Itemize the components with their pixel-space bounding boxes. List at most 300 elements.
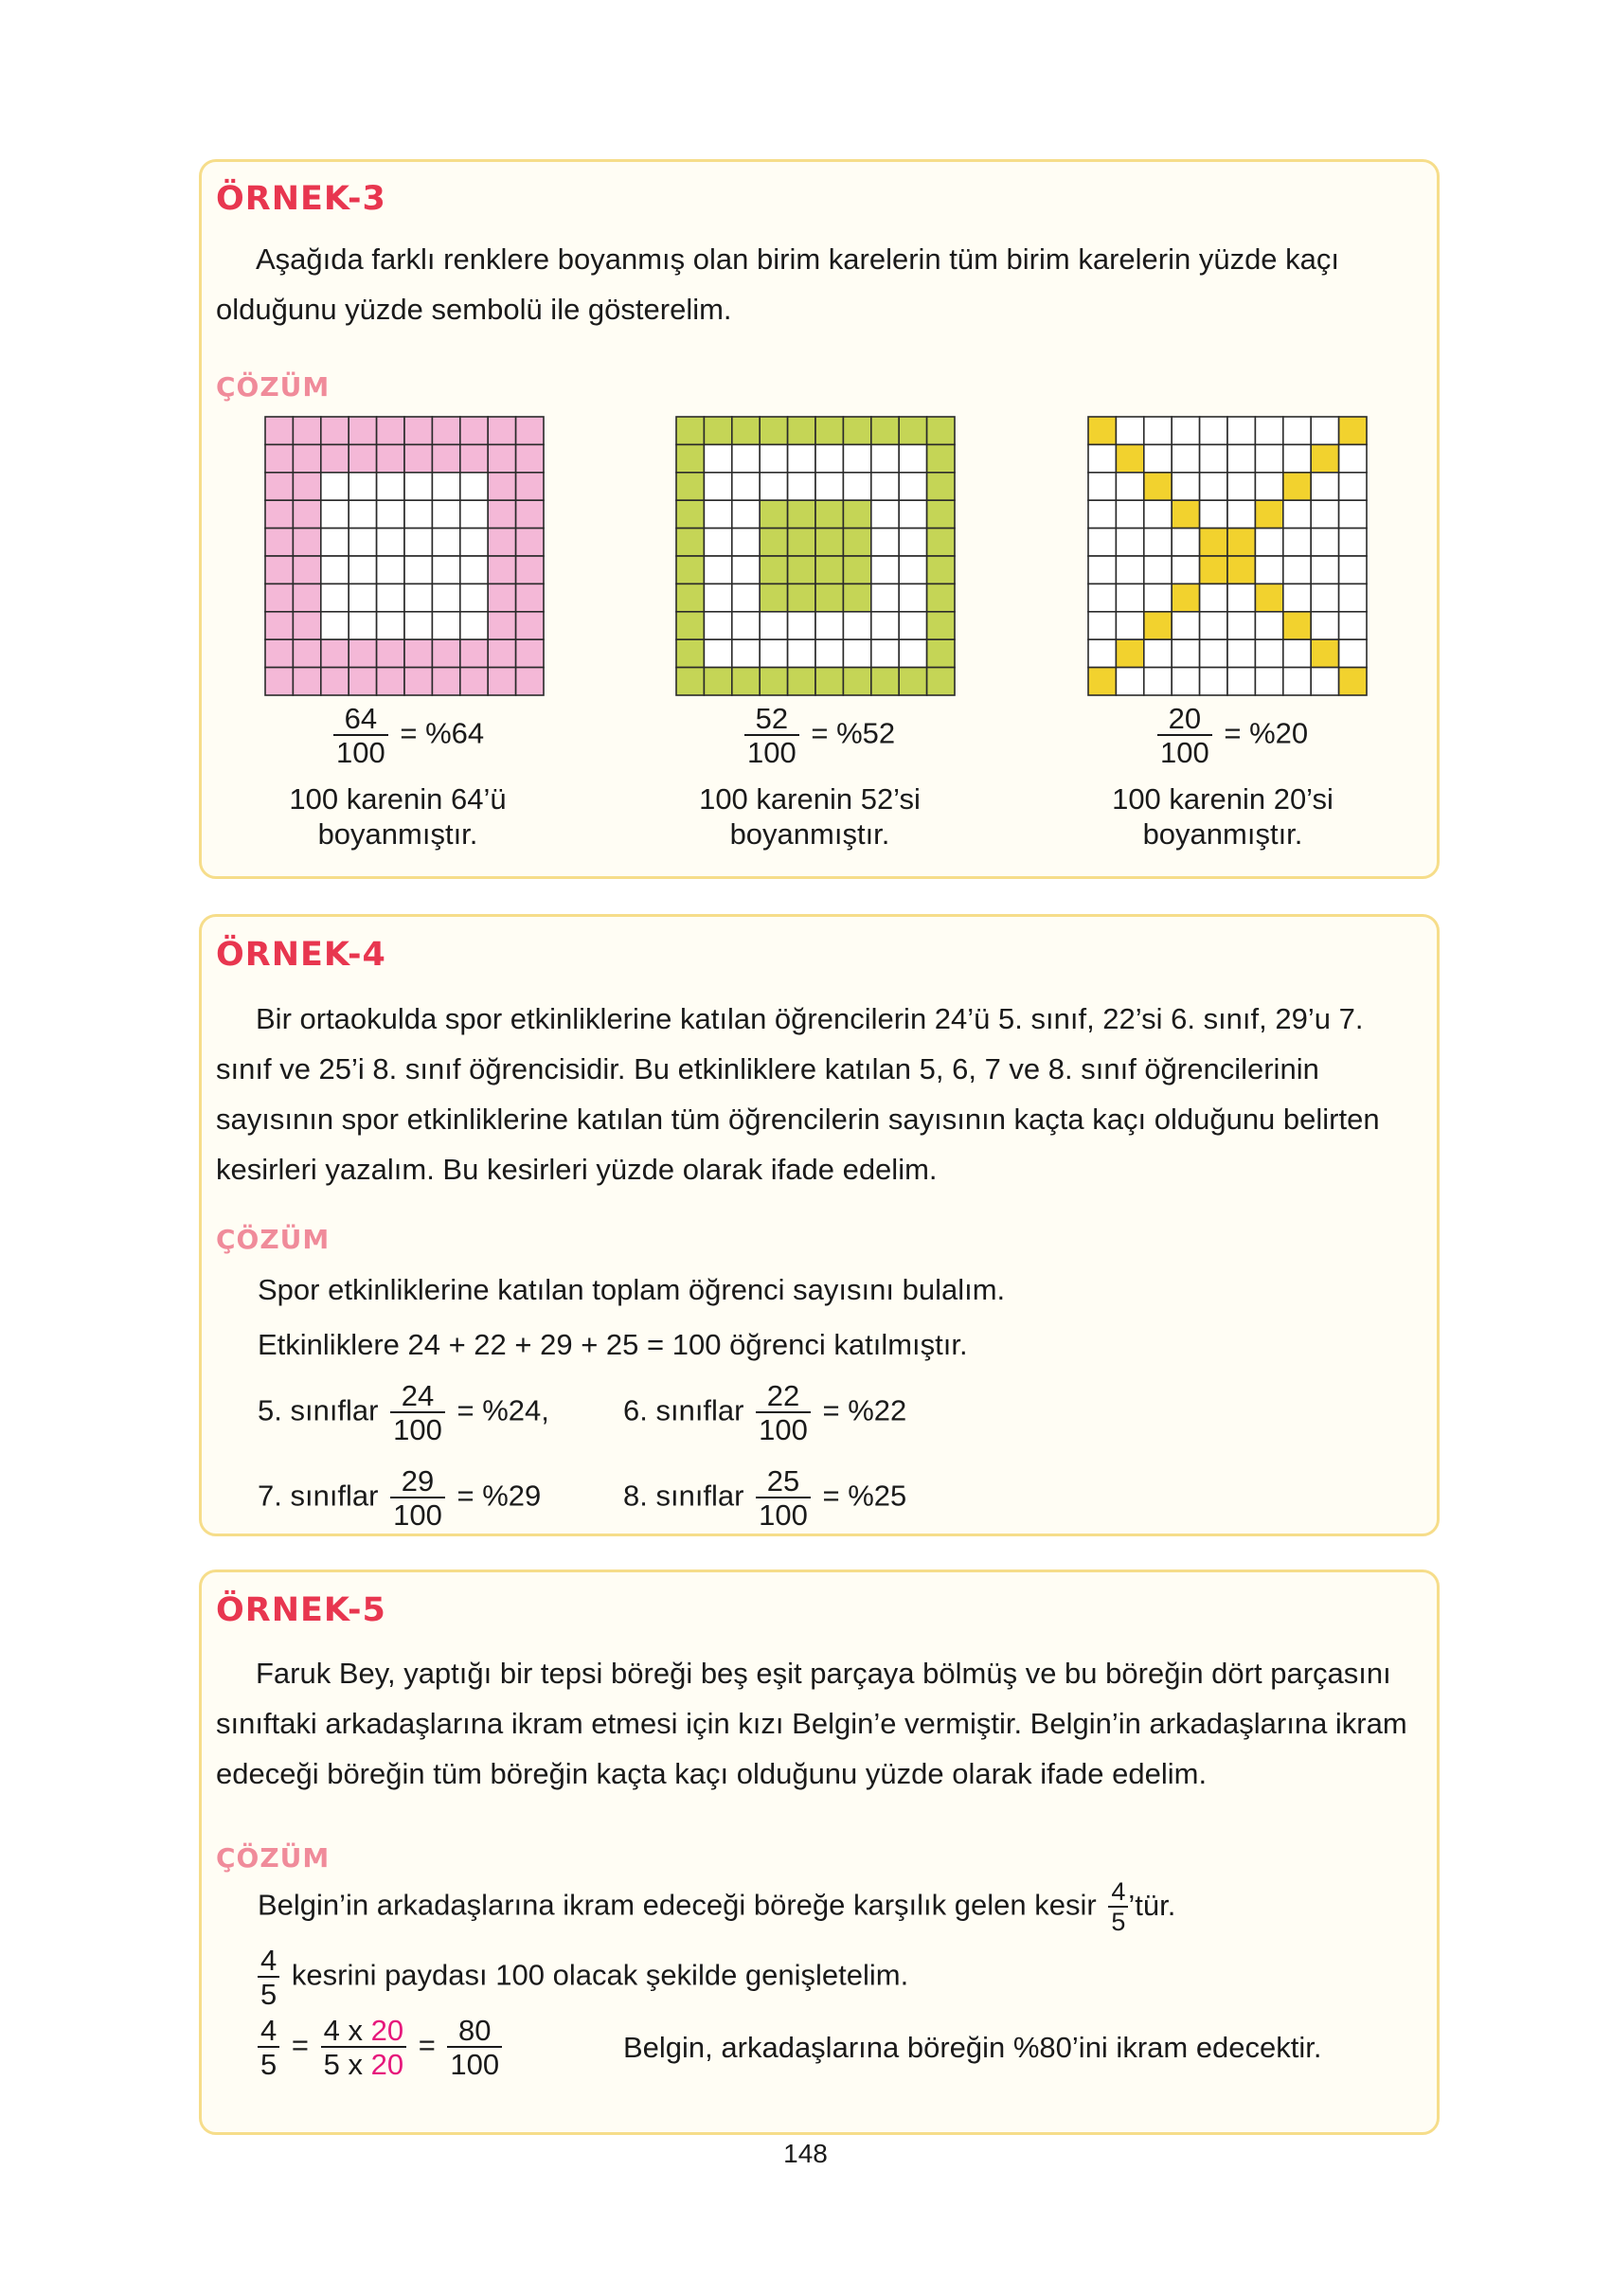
grid-cell bbox=[1172, 500, 1199, 528]
grid-cell bbox=[404, 529, 432, 556]
grid-cell bbox=[1088, 444, 1116, 472]
grid-cell bbox=[432, 444, 459, 472]
grid-cell bbox=[460, 583, 488, 611]
grid-cell bbox=[788, 556, 815, 583]
grid-1-caption: 100 karenin 64’ü boyanmıştır. bbox=[289, 782, 507, 851]
grid-cell bbox=[488, 583, 515, 611]
grid-cell bbox=[760, 556, 787, 583]
grid-cell bbox=[516, 556, 544, 583]
grid-cell bbox=[732, 417, 760, 444]
grid-cell bbox=[1339, 500, 1367, 528]
grid-1-fraction: $\frac{64}{100}$ = %64 bbox=[330, 704, 484, 767]
grid-cell bbox=[377, 473, 404, 500]
grid-cell bbox=[1311, 556, 1338, 583]
example-5-conclusion: Belgin, arkadaşlarına böreğin %80’ini ikram edecektir. bbox=[623, 2031, 1322, 2064]
grid-cell bbox=[676, 417, 704, 444]
grid-cell bbox=[1200, 668, 1227, 695]
grid-cell bbox=[927, 500, 955, 528]
grid-cell bbox=[488, 473, 515, 500]
grid-cell bbox=[788, 500, 815, 528]
grid-cell bbox=[488, 417, 515, 444]
grid-cell bbox=[321, 668, 349, 695]
grid-cell bbox=[1227, 417, 1255, 444]
grid-cell bbox=[760, 444, 787, 472]
grid-cell bbox=[676, 444, 704, 472]
grid-cell bbox=[432, 556, 459, 583]
grid-cell bbox=[293, 444, 320, 472]
grid-cell bbox=[1283, 417, 1311, 444]
grid-cell bbox=[927, 444, 955, 472]
grid-cell bbox=[815, 583, 843, 611]
grid-cell bbox=[843, 639, 870, 667]
grid-3-caption: 100 karenin 20’si boyanmıştır. bbox=[1112, 782, 1334, 851]
grid-cell bbox=[377, 668, 404, 695]
grid-cell bbox=[815, 612, 843, 639]
grid-cell bbox=[899, 529, 926, 556]
grid-cell bbox=[321, 583, 349, 611]
grid-cell bbox=[1116, 529, 1143, 556]
grid-cell bbox=[516, 668, 544, 695]
grid-cell bbox=[1088, 529, 1116, 556]
grid-cell bbox=[927, 556, 955, 583]
grid-cell bbox=[1200, 500, 1227, 528]
grid-cell bbox=[1172, 473, 1199, 500]
grid-cell bbox=[460, 529, 488, 556]
grid-cell bbox=[1116, 473, 1143, 500]
grid-cell bbox=[676, 529, 704, 556]
grid-cell bbox=[676, 612, 704, 639]
grid-cell bbox=[1227, 583, 1255, 611]
grid-cell bbox=[815, 639, 843, 667]
grid-cell bbox=[1283, 500, 1311, 528]
grid-cell bbox=[432, 639, 459, 667]
grid-cell bbox=[1144, 668, 1172, 695]
example-4-heading: ÖRNEK-4 bbox=[216, 936, 386, 974]
grid-cell bbox=[460, 639, 488, 667]
grid-cell bbox=[815, 529, 843, 556]
grid-cell bbox=[1255, 639, 1282, 667]
grid-cell bbox=[871, 556, 899, 583]
grid-cell bbox=[321, 639, 349, 667]
grid-cell bbox=[1311, 583, 1338, 611]
grid-cell bbox=[704, 556, 731, 583]
grid-cell bbox=[432, 668, 459, 695]
grid-cell bbox=[321, 417, 349, 444]
grid-cell bbox=[843, 583, 870, 611]
grid-cell bbox=[1116, 639, 1143, 667]
grid-cell bbox=[1227, 639, 1255, 667]
grid-cell bbox=[1200, 417, 1227, 444]
grid-cell bbox=[1088, 583, 1116, 611]
grid-cell bbox=[460, 556, 488, 583]
grid-cell bbox=[1200, 556, 1227, 583]
grid-cell bbox=[516, 417, 544, 444]
example-5-heading: ÖRNEK-5 bbox=[216, 1591, 386, 1629]
grid-cell bbox=[377, 556, 404, 583]
grid-cell bbox=[1283, 556, 1311, 583]
grid-cell bbox=[1227, 556, 1255, 583]
grid-cell bbox=[899, 500, 926, 528]
grid-cell bbox=[432, 473, 459, 500]
grid-cell bbox=[1283, 668, 1311, 695]
grid-cell bbox=[815, 473, 843, 500]
grid-cell bbox=[1088, 473, 1116, 500]
grid-cell bbox=[1144, 500, 1172, 528]
grid-cell bbox=[265, 612, 293, 639]
grid-cell bbox=[1116, 612, 1143, 639]
grid-cell bbox=[899, 444, 926, 472]
grid-cell bbox=[1172, 556, 1199, 583]
grid-cell bbox=[1339, 556, 1367, 583]
example-4-line-2: Etkinliklere 24 + 22 + 29 + 25 = 100 öğrenci katılmıştır. bbox=[258, 1328, 968, 1361]
grid-cell bbox=[349, 668, 376, 695]
grid-cell bbox=[516, 473, 544, 500]
grid-cell bbox=[1227, 444, 1255, 472]
grid-cell bbox=[1144, 556, 1172, 583]
class-6-row: 6. sınıflar $\frac{22}{100}$ = %22 bbox=[623, 1379, 907, 1446]
grid-cell bbox=[1088, 556, 1116, 583]
grid-cell bbox=[927, 583, 955, 611]
grid-cell bbox=[1339, 473, 1367, 500]
grid-cell bbox=[732, 444, 760, 472]
grid-cell bbox=[1172, 639, 1199, 667]
grid-cell bbox=[516, 639, 544, 667]
grid-cell bbox=[843, 529, 870, 556]
grid-cell bbox=[488, 612, 515, 639]
grid-2-caption: 100 karenin 52’si boyanmıştır. bbox=[699, 782, 921, 851]
grid-cell bbox=[377, 612, 404, 639]
grid-cell bbox=[349, 583, 376, 611]
grid-cell bbox=[704, 612, 731, 639]
grid-cell bbox=[676, 583, 704, 611]
grid-cell bbox=[704, 639, 731, 667]
grid-cell bbox=[265, 417, 293, 444]
grid-cell bbox=[432, 500, 459, 528]
grid-cell bbox=[1339, 612, 1367, 639]
grid-x-yellow bbox=[1087, 416, 1368, 696]
grid-cell bbox=[1255, 556, 1282, 583]
grid-cell bbox=[899, 639, 926, 667]
grid-cell bbox=[321, 500, 349, 528]
grid-cell bbox=[265, 583, 293, 611]
grid-cell bbox=[1255, 473, 1282, 500]
grid-cell bbox=[1339, 444, 1367, 472]
grid-cell bbox=[704, 444, 731, 472]
grid-cell bbox=[349, 556, 376, 583]
grid-cell bbox=[1227, 473, 1255, 500]
grid-cell bbox=[1116, 417, 1143, 444]
example-4-line-1: Spor etkinliklerine katılan toplam öğrenci sayısını bulalım. bbox=[258, 1273, 1006, 1306]
grid-cell bbox=[293, 473, 320, 500]
grid-cell bbox=[760, 473, 787, 500]
grid-cell bbox=[404, 417, 432, 444]
grid-cell bbox=[788, 639, 815, 667]
example-4-solution-label: ÇÖZÜM bbox=[216, 1224, 331, 1255]
grid-cell bbox=[349, 444, 376, 472]
grid-cell bbox=[1172, 612, 1199, 639]
grid-cell bbox=[516, 500, 544, 528]
grid-cell bbox=[871, 529, 899, 556]
grid-cell bbox=[1311, 639, 1338, 667]
grid-cell bbox=[1172, 583, 1199, 611]
grid-cell bbox=[676, 500, 704, 528]
grid-cell bbox=[927, 529, 955, 556]
grid-cell bbox=[760, 639, 787, 667]
grid-cell bbox=[843, 444, 870, 472]
grid-cell bbox=[460, 473, 488, 500]
grid-cell bbox=[1227, 612, 1255, 639]
grid-cell bbox=[1172, 668, 1199, 695]
grid-cell bbox=[1200, 583, 1227, 611]
grid-cell bbox=[1283, 473, 1311, 500]
grid-cell bbox=[1283, 583, 1311, 611]
grid-cell bbox=[265, 500, 293, 528]
grid-cell bbox=[927, 612, 955, 639]
grid-cell bbox=[349, 417, 376, 444]
grid-cell bbox=[265, 668, 293, 695]
grid-cell bbox=[1311, 529, 1338, 556]
grid-cell bbox=[927, 417, 955, 444]
grid-cell bbox=[1227, 668, 1255, 695]
grid-cell bbox=[843, 417, 870, 444]
example-5-text: Faruk Bey, yaptığı bir tepsi böreği beş eşit parçaya bölmüş ve bu böreğin dört parçasını sınıftaki arkadaşlarına ikram etmesi için kızı Belgin’e vermiştir. Belgin’in arkadaşlarına ikram edeceği böreğin tüm böreğin kaçta kaçı olduğunu yüzde olarak ifade edelim. bbox=[216, 1657, 1407, 1790]
grid-cell bbox=[815, 500, 843, 528]
grid-cell bbox=[349, 612, 376, 639]
grid-cell bbox=[460, 444, 488, 472]
grid-cell bbox=[760, 417, 787, 444]
grid-cell bbox=[1227, 529, 1255, 556]
grid-cell bbox=[1255, 612, 1282, 639]
grid-cell bbox=[1116, 668, 1143, 695]
grid-cell bbox=[460, 612, 488, 639]
grid-cell bbox=[899, 417, 926, 444]
grid-cell bbox=[404, 639, 432, 667]
grid-cell bbox=[1088, 612, 1116, 639]
grid-cell bbox=[321, 529, 349, 556]
grid-cell bbox=[516, 444, 544, 472]
grid-cell bbox=[704, 529, 731, 556]
grid-cell bbox=[460, 417, 488, 444]
grid-cell bbox=[1200, 639, 1227, 667]
grid-cell bbox=[1283, 529, 1311, 556]
grid-cell bbox=[843, 556, 870, 583]
grid-cell bbox=[1339, 639, 1367, 667]
grid-cell bbox=[321, 556, 349, 583]
example-5-line-2: $\frac{4}{5}$ kesrini paydası 100 olacak şekilde genişletelim. bbox=[258, 1946, 908, 2009]
grid-ring-pink bbox=[264, 416, 545, 696]
grid-cell bbox=[788, 417, 815, 444]
grid-cell bbox=[1255, 583, 1282, 611]
example-5-solution-label: ÇÖZÜM bbox=[216, 1842, 331, 1874]
grid-cell bbox=[1339, 417, 1367, 444]
grid-cell bbox=[404, 500, 432, 528]
grid-cell bbox=[293, 612, 320, 639]
grid-cell bbox=[815, 417, 843, 444]
grid-cell bbox=[1200, 529, 1227, 556]
grid-cell bbox=[265, 639, 293, 667]
grid-cell bbox=[732, 500, 760, 528]
grid-3-fraction: $\frac{20}{100}$ = %20 bbox=[1154, 704, 1308, 767]
grid-cell bbox=[1144, 583, 1172, 611]
grid-cell bbox=[760, 583, 787, 611]
grid-cell bbox=[432, 529, 459, 556]
grid-cell bbox=[871, 444, 899, 472]
grid-cell bbox=[404, 612, 432, 639]
grid-cell bbox=[815, 668, 843, 695]
grid-cell bbox=[516, 612, 544, 639]
grid-cell bbox=[1311, 444, 1338, 472]
grid-cell bbox=[1255, 417, 1282, 444]
grid-cell bbox=[1144, 639, 1172, 667]
grid-cell bbox=[460, 500, 488, 528]
grid-cell bbox=[871, 417, 899, 444]
grid-cell bbox=[404, 583, 432, 611]
grid-cell bbox=[760, 529, 787, 556]
grid-cell bbox=[349, 473, 376, 500]
grid-cell bbox=[1255, 444, 1282, 472]
class-7-row: 7. sınıflar $\frac{29}{100}$ = %29 bbox=[258, 1464, 542, 1532]
grid-cell bbox=[1283, 639, 1311, 667]
grid-2-fraction: $\frac{52}{100}$ = %52 bbox=[741, 704, 895, 767]
grid-cell bbox=[676, 473, 704, 500]
grid-cell bbox=[321, 612, 349, 639]
grid-cell bbox=[927, 473, 955, 500]
grid-cell bbox=[1255, 529, 1282, 556]
example-3-heading: ÖRNEK-3 bbox=[216, 180, 386, 218]
grid-cell bbox=[1144, 612, 1172, 639]
grid-cell bbox=[704, 668, 731, 695]
grid-cell bbox=[843, 612, 870, 639]
grid-cell bbox=[1200, 612, 1227, 639]
grid-cell bbox=[1172, 444, 1199, 472]
grid-cell bbox=[927, 668, 955, 695]
example-5-equation: $\frac{4}{5}$ = $\frac{4 x 20}{5 x 20}$ = $\frac{80}{100}$ bbox=[258, 2016, 506, 2079]
grid-cell bbox=[1255, 668, 1282, 695]
grid-cell bbox=[1172, 529, 1199, 556]
grid-cell bbox=[871, 668, 899, 695]
grid-cell bbox=[760, 612, 787, 639]
grid-cell bbox=[899, 473, 926, 500]
grid-cell bbox=[899, 583, 926, 611]
grid-cell bbox=[704, 473, 731, 500]
grid-cell bbox=[788, 583, 815, 611]
grid-cell bbox=[293, 668, 320, 695]
grid-cell bbox=[760, 500, 787, 528]
grid-cell bbox=[1339, 583, 1367, 611]
grid-cell bbox=[676, 556, 704, 583]
grid-cell bbox=[349, 639, 376, 667]
grid-cell bbox=[404, 473, 432, 500]
grid-cell bbox=[732, 612, 760, 639]
grid-cell bbox=[871, 639, 899, 667]
grid-cell bbox=[760, 668, 787, 695]
grid-cell bbox=[1116, 556, 1143, 583]
grid-cell bbox=[871, 500, 899, 528]
grid-cell bbox=[1255, 500, 1282, 528]
grid-cell bbox=[1172, 417, 1199, 444]
grid-cell bbox=[1227, 500, 1255, 528]
grid-cell bbox=[293, 639, 320, 667]
grid-cell bbox=[788, 529, 815, 556]
grid-cell bbox=[815, 556, 843, 583]
page-number: 148 bbox=[783, 2139, 828, 2168]
grid-cell bbox=[1116, 583, 1143, 611]
grid-cell bbox=[871, 612, 899, 639]
grid-cell bbox=[843, 668, 870, 695]
grid-cell bbox=[843, 473, 870, 500]
grid-cell bbox=[293, 500, 320, 528]
grid-cell bbox=[1311, 500, 1338, 528]
grid-cell bbox=[871, 583, 899, 611]
class-5-row: 5. sınıflar $\frac{24}{100}$ = %24, bbox=[258, 1379, 549, 1446]
grid-cell bbox=[815, 444, 843, 472]
grid-cell bbox=[1088, 668, 1116, 695]
grid-cell bbox=[432, 612, 459, 639]
example-3-text: Aşağıda farklı renklere boyanmış olan birim karelerin tüm birim karelerin yüzde kaçı olduğunu yüzde sembolü ile gösterelim. bbox=[216, 242, 1340, 326]
grid-cell bbox=[788, 444, 815, 472]
example-5-line-1: Belgin’in arkadaşlarına ikram edeceği böreğe karşılık gelen kesir $\frac{4}{5}$ ’tür. bbox=[258, 1877, 1176, 1936]
grid-cell bbox=[377, 500, 404, 528]
grid-cell bbox=[488, 639, 515, 667]
grid-cell bbox=[1088, 500, 1116, 528]
grid-cell bbox=[899, 556, 926, 583]
grid-cell bbox=[516, 529, 544, 556]
grid-cell bbox=[1339, 668, 1367, 695]
grid-cell bbox=[1311, 668, 1338, 695]
grid-cell bbox=[899, 668, 926, 695]
grid-cell bbox=[1088, 639, 1116, 667]
grid-cell bbox=[704, 500, 731, 528]
grid-cell bbox=[377, 583, 404, 611]
grid-cell bbox=[1088, 417, 1116, 444]
grid-cell bbox=[265, 473, 293, 500]
grid-cell bbox=[349, 500, 376, 528]
class-8-row: 8. sınıflar $\frac{25}{100}$ = %25 bbox=[623, 1464, 907, 1532]
grid-cell bbox=[293, 556, 320, 583]
grid-cell bbox=[732, 529, 760, 556]
grid-cell bbox=[732, 556, 760, 583]
grid-cell bbox=[676, 668, 704, 695]
grid-cell bbox=[899, 612, 926, 639]
grid-cell bbox=[432, 417, 459, 444]
grid-cell bbox=[1200, 444, 1227, 472]
example-4-text: Bir ortaokulda spor etkinliklerine katılan öğrencilerin 24’ü 5. sınıf, 22’si 6. sınıf, 29’u 7. sınıf ve 25’i 8. sınıf öğrencisidir. Bu etkinliklere katılan 5, 6, 7 ve 8. sınıf öğrencilerinin sayısının spor etkinliklerine katılan tüm öğrencilerin sayısının kaçta kaçı olduğunu belirten kesirleri yazalım. Bu kesirleri yüzde olarak ifade edelim. bbox=[216, 1002, 1380, 1186]
grid-cell bbox=[871, 473, 899, 500]
grid-cell bbox=[1200, 473, 1227, 500]
grid-cell bbox=[460, 668, 488, 695]
grid-cell bbox=[265, 556, 293, 583]
grid-cell bbox=[1144, 444, 1172, 472]
grid-cell bbox=[704, 583, 731, 611]
grid-cell bbox=[404, 556, 432, 583]
grid-cell bbox=[788, 668, 815, 695]
grid-cell bbox=[732, 639, 760, 667]
grid-cell bbox=[1144, 473, 1172, 500]
grid-cell bbox=[927, 639, 955, 667]
grid-ring-center-green bbox=[675, 416, 956, 696]
grid-cell bbox=[1339, 529, 1367, 556]
grid-cell bbox=[293, 417, 320, 444]
grid-cell bbox=[1116, 444, 1143, 472]
grid-cell bbox=[704, 417, 731, 444]
grid-cell bbox=[732, 473, 760, 500]
grid-cell bbox=[732, 583, 760, 611]
grid-cell bbox=[788, 473, 815, 500]
grid-cell bbox=[377, 529, 404, 556]
grid-cell bbox=[1311, 612, 1338, 639]
grid-cell bbox=[1311, 417, 1338, 444]
grid-cell bbox=[293, 583, 320, 611]
